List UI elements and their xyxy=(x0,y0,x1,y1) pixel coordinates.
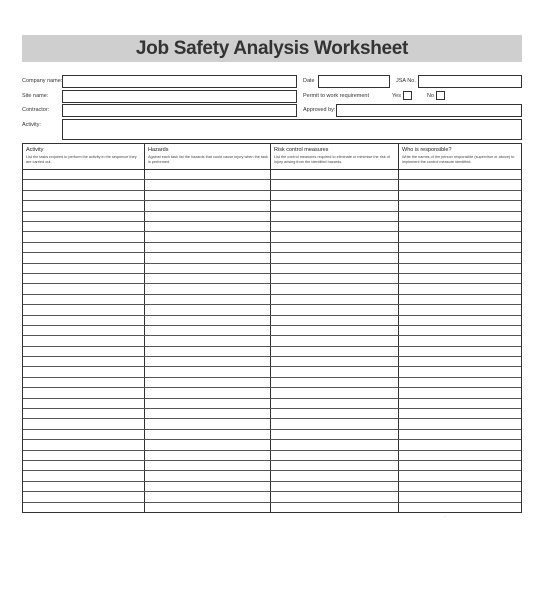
table-row-line xyxy=(23,439,521,440)
table-row-line xyxy=(23,502,521,503)
header-responsible-desc: Write the names of the person responsible (supervisor or above) to implement the control measure identified. xyxy=(402,155,515,164)
permit-no-checkbox[interactable] xyxy=(436,91,445,100)
header-risk-control-title: Risk control measures xyxy=(274,147,329,153)
permit-label: Permit to work requirement xyxy=(303,93,370,99)
header-hazards xyxy=(145,144,271,169)
table-row-line xyxy=(23,460,521,461)
table-row-line xyxy=(23,190,521,191)
table-row-line xyxy=(23,398,521,399)
company-name-label: Company name: xyxy=(22,78,63,84)
site-name-field[interactable] xyxy=(62,90,297,103)
table-row-line xyxy=(23,418,521,419)
table-row-line xyxy=(23,377,521,378)
contractor-field[interactable] xyxy=(62,104,297,117)
table-row-line xyxy=(23,221,521,222)
jsa-no-field[interactable] xyxy=(418,75,522,88)
table-row-line xyxy=(23,242,521,243)
header-responsible-title: Who is responsible? xyxy=(402,147,452,153)
table-row-line xyxy=(23,491,521,492)
approved-by-field[interactable] xyxy=(336,104,522,117)
table-row-line xyxy=(23,304,521,305)
header-activity-title: Activity xyxy=(26,147,44,153)
table-row-line xyxy=(23,356,521,357)
table-row-line xyxy=(23,294,521,295)
activity-label: Activity: xyxy=(22,122,41,128)
header-activity xyxy=(23,144,145,169)
table-row-line xyxy=(23,387,521,388)
approved-by-label: Approved by: xyxy=(303,107,336,113)
date-label: Date xyxy=(303,78,315,84)
header-activity-desc: List the tasks required to perform the activity in the sequence they are carried out. xyxy=(26,155,137,164)
company-name-field[interactable] xyxy=(62,75,297,88)
page-title: Job Safety Analysis Worksheet xyxy=(135,37,409,59)
table-row-line xyxy=(23,283,521,284)
table-row-line xyxy=(23,263,521,264)
table-header xyxy=(23,144,521,170)
header-hazards-title: Hazards xyxy=(148,147,169,153)
no-label: No xyxy=(427,93,435,99)
header-responsible xyxy=(399,144,521,169)
contractor-label: Contractor: xyxy=(22,107,50,113)
table-row-line xyxy=(23,273,521,274)
table-row-line xyxy=(23,481,521,482)
table-row-line xyxy=(23,429,521,430)
title-bar xyxy=(22,35,522,62)
table-row-line xyxy=(23,211,521,212)
table-row-line xyxy=(23,346,521,347)
table-row-line xyxy=(23,252,521,253)
table-row-line xyxy=(23,470,521,471)
table-row-line xyxy=(23,408,521,409)
yes-label: Yes xyxy=(392,93,401,99)
date-field[interactable] xyxy=(318,75,390,88)
table-row-line xyxy=(23,179,521,180)
table-row-line xyxy=(23,335,521,336)
table-row-line xyxy=(23,231,521,232)
table-row-line xyxy=(23,325,521,326)
activity-field[interactable] xyxy=(62,119,522,140)
permit-yes-checkbox[interactable] xyxy=(403,91,412,100)
table-row-line xyxy=(23,315,521,316)
jsa-table xyxy=(22,143,522,513)
footnote: -- xyxy=(444,514,446,518)
site-name-label: Site name: xyxy=(22,93,49,99)
table-row-line xyxy=(23,366,521,367)
header-risk-control-desc: List the control measures required to eliminate or minimise the risk of injury arising from the identified hazards. xyxy=(274,155,390,164)
table-row-line xyxy=(23,200,521,201)
header-risk-control xyxy=(271,144,399,169)
table-row-line xyxy=(23,450,521,451)
jsa-no-label: JSA No. xyxy=(396,78,416,84)
header-hazards-desc: Against each task list the hazards that could cause injury when the task is performed. xyxy=(148,155,268,164)
